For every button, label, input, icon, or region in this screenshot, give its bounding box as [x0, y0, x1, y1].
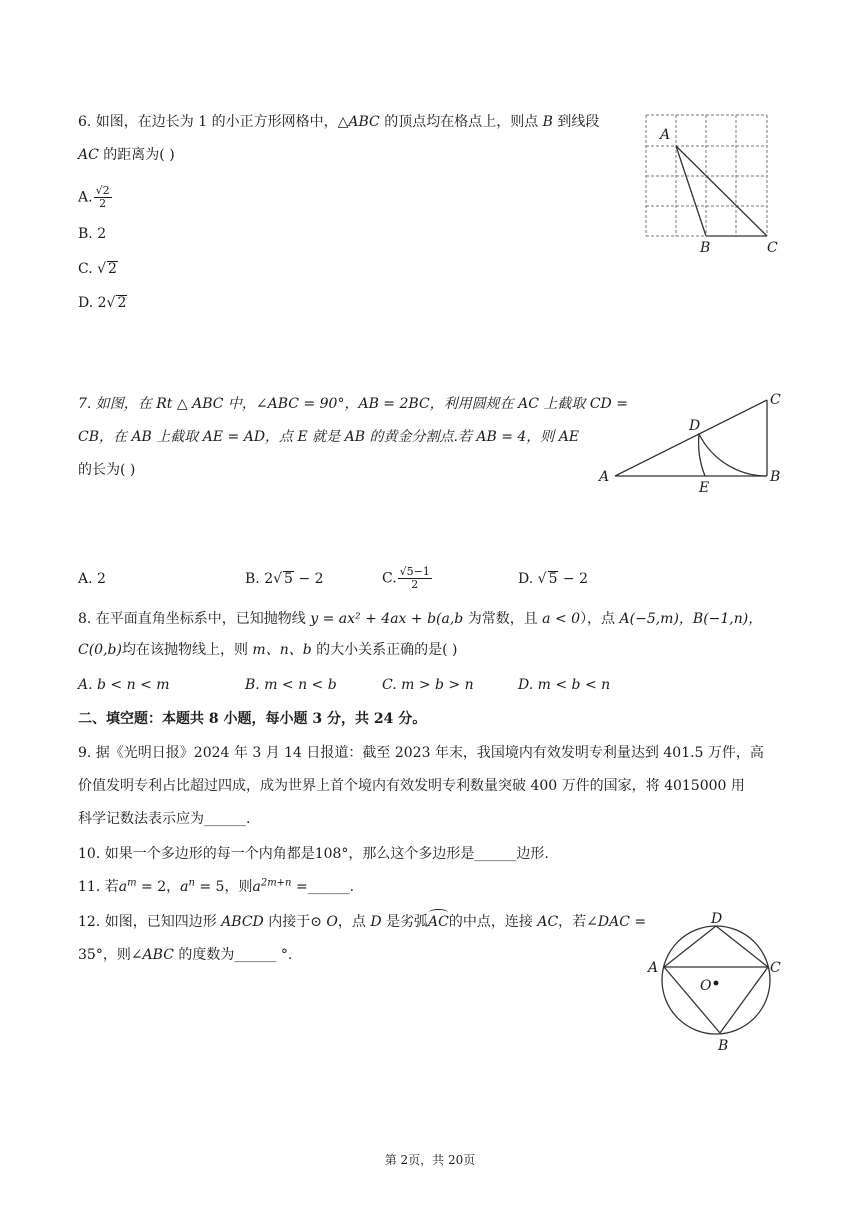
q7-label-b: B: [770, 469, 781, 485]
q8-option-b: B. m < n < b: [245, 677, 337, 693]
q9-stem-line2: 价值发明专利占比超过四成，成为世界上首个境内有效发明专利数量突破 400 万件的国家，将 4015000 用: [78, 778, 745, 794]
q7-option-d: D. √ 5 − 2: [518, 571, 589, 587]
q6-grid-figure: [640, 110, 780, 255]
q7-stem-line3: 的长为( ): [78, 462, 136, 478]
q7-stem-line1: 7. 如图，在 Rt △ ABC 中，∠ABC = 90°，AB = 2BC，利用圆规在 AC 上截取 CD =: [78, 396, 628, 412]
section-heading: 二、填空题：本题共 8 小题，每小题 3 分，共 24 分。: [78, 711, 427, 727]
q12-segment-cb: [720, 967, 768, 1033]
q7-option-a: A. 2: [78, 571, 106, 587]
q7-stem-line2: CB，在 AB 上截取 AE = AD，点 E 就是 AB 的黄金分割点.若 AB = 4，则 AE: [78, 429, 580, 445]
q12-circle-figure: [645, 910, 785, 1055]
q7-label-c: C: [770, 392, 781, 408]
q6-option-d: D. 2√ 2: [78, 295, 127, 311]
q6-option-b: B. 2: [78, 226, 107, 242]
q6-segment-ab: [676, 146, 706, 236]
q8-stem-line2: C(0,b)均在该抛物线上，则 m、n、b 的大小关系正确的是( ): [78, 642, 458, 658]
q9-stem-line3: 科学记数法表示应为______.: [78, 811, 251, 827]
q12-label-c: C: [770, 960, 781, 976]
page-footer: 第 2页，共 20页: [384, 1153, 476, 1167]
q10-stem: 10. 如果一个多边形的每一个内角都是108°，那么这个多边形是______边形.: [78, 846, 549, 862]
q11-stem: 11. 若$a^m = 2$，$a^n = 5$，则$a^{2m+n}$ =______.: [78, 877, 355, 895]
q8-option-c: C. m > b > n: [382, 677, 474, 693]
q12-segment-ab: [664, 967, 720, 1033]
q7-label-a: A: [599, 469, 610, 485]
q6-stem-line2: AC 的距离为( ): [78, 147, 175, 163]
q7-label-e: E: [699, 480, 710, 496]
q7-arc-db: [699, 434, 767, 476]
q6-option-c: C. √ 2: [78, 261, 117, 277]
q8-option-d: D. m < b < n: [518, 677, 611, 693]
q12-label-d: D: [711, 911, 723, 927]
q12-label-a: A: [648, 960, 659, 976]
q6-label-a: A: [660, 127, 671, 143]
q12-label-b: B: [718, 1038, 729, 1054]
q12-circle-o: [662, 926, 770, 1034]
q7-option-c: C. $\frac{√5-1}{2}$: [382, 565, 430, 591]
q9-stem-line1: 9. 据《光明日报》2024 年 3 月 14 日报道：截至 2023 年末，我国境内有效发明专利量达到 401.5 万件，高: [78, 745, 764, 761]
arc-mark: [429, 909, 448, 916]
q6-label-c: C: [767, 240, 778, 256]
q12-center-dot: [714, 981, 719, 986]
q7-segment-ac: [615, 400, 767, 476]
q7-label-d: D: [689, 418, 701, 434]
q6-stem-line1: 6. 如图，在边长为 1 的小正方形网格中，△ABC 的顶点均在格点上，则点 B 到线段: [78, 114, 600, 130]
q8-option-a: A. b < n < m: [78, 677, 170, 693]
q12-stem-line2: 35°，则∠ABC 的度数为______ °.: [78, 947, 293, 963]
q12-label-o: O: [700, 978, 712, 994]
q7-option-b: B. 2√ 5 − 2: [245, 571, 324, 587]
q6-segment-ac: [676, 146, 767, 236]
q7-triangle-figure: [595, 390, 795, 495]
q12-stem-line1: 12. 如图，已知四边形 ABCD 内接于⊙ O，点 D 是劣弧 AC的中点，连接 AC，若∠DAC =: [78, 912, 646, 932]
q6-option-a: A. $\frac{√2}{2}$: [78, 184, 110, 210]
q6-label-b: B: [700, 240, 711, 256]
q8-stem-line1: 8. 在平面直角坐标系中，已知抛物线 y = ax² + 4ax + b(a,b 为常数，且 a < 0），点 A(−5,m)，B(−1,n)，: [78, 611, 763, 627]
